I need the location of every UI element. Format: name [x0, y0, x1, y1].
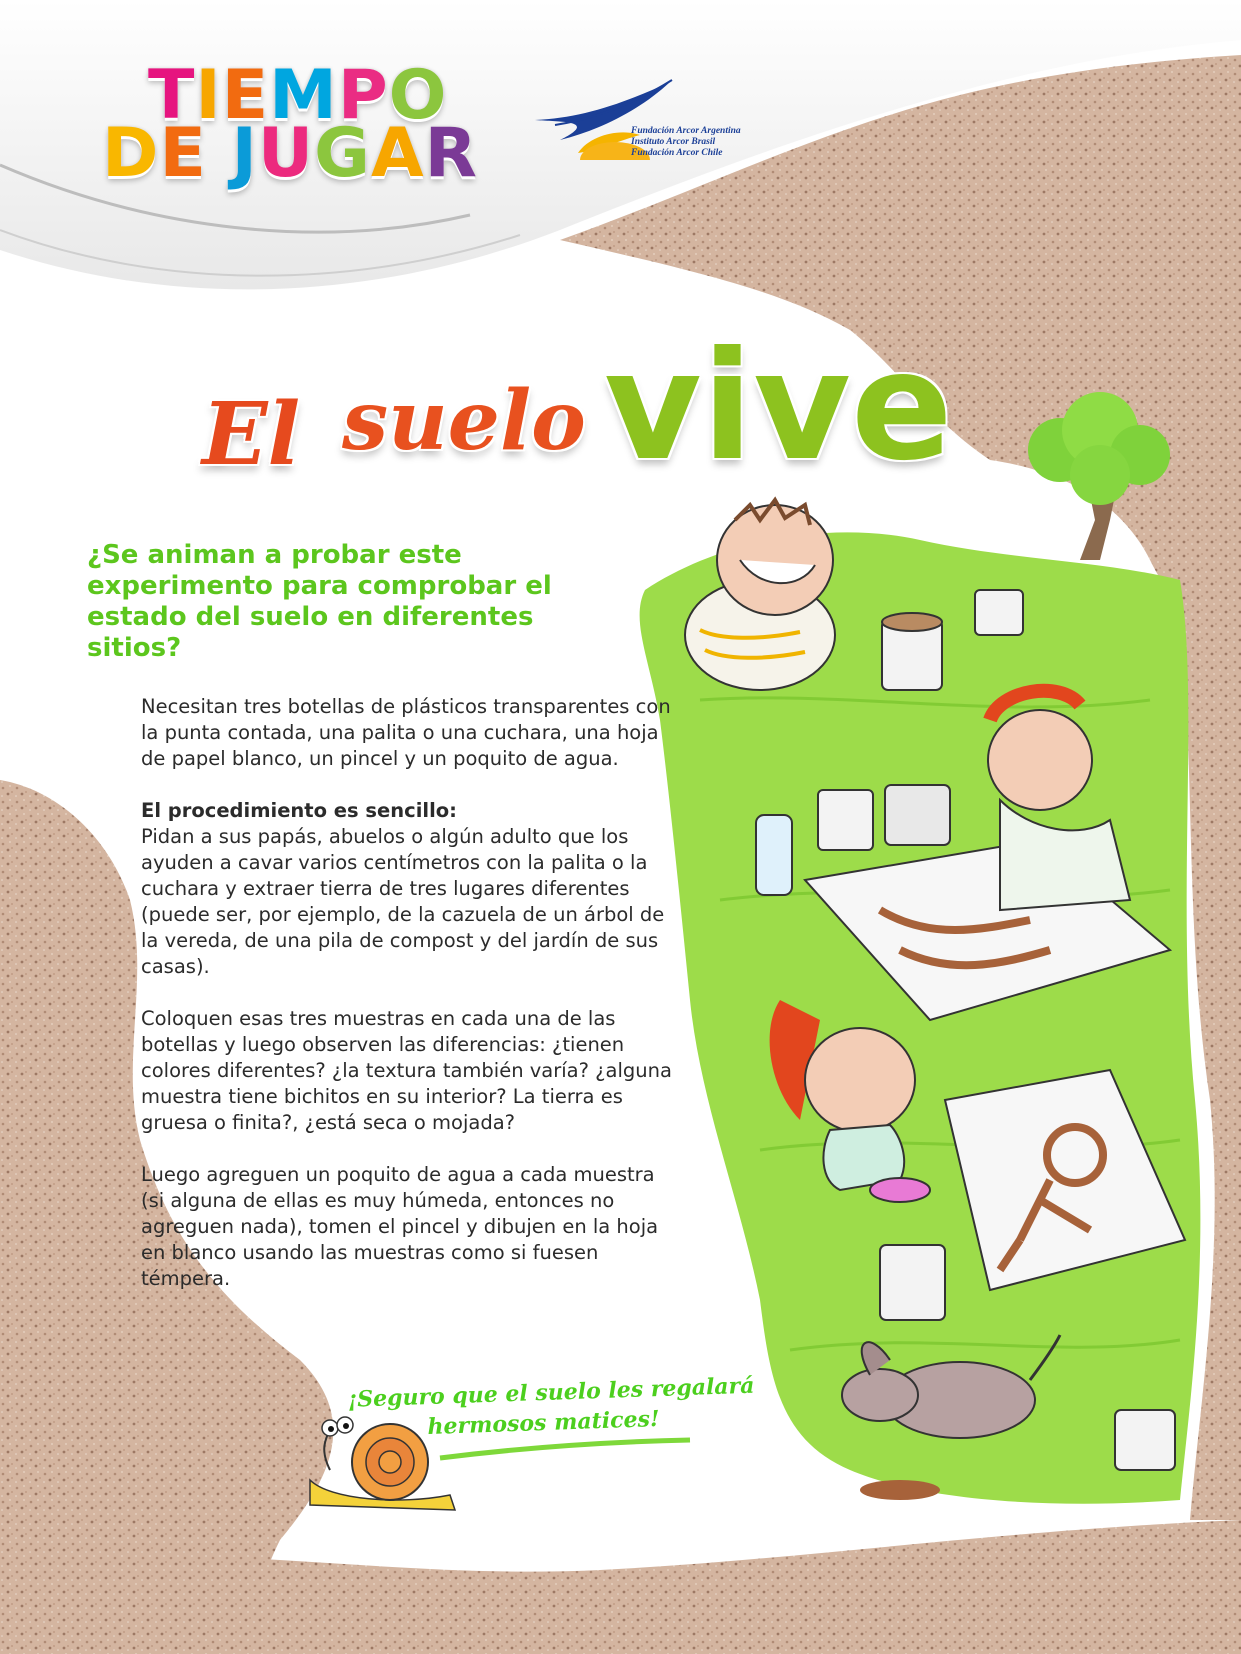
logo-de-jugar — [102, 114, 478, 193]
body-text — [141, 694, 681, 1318]
foundation-brasil: Instituto Arcor Brasil — [631, 137, 716, 147]
logo-de-jugar-letter: A — [370, 114, 425, 193]
closing-line-1: ¡Seguro que el suelo les regalará — [347, 1372, 755, 1413]
title-word-el: El — [202, 384, 301, 485]
foundation-chile: Fundación Arcor Chile — [631, 148, 723, 158]
closing-line-2: hermosos matices! — [427, 1405, 660, 1441]
logo-de-jugar-letter: E — [159, 114, 207, 193]
page-title — [192, 322, 952, 502]
title-word-suelo: suelo — [342, 373, 586, 469]
logo-de-jugar-letter: R — [424, 114, 478, 193]
foundation-argentina: Fundación Arcor Argentina — [631, 126, 741, 136]
logo-tiempo-letter: I — [195, 56, 222, 135]
logo-de-jugar-letter — [207, 120, 232, 188]
procedure-paragraph — [141, 798, 681, 980]
procedure-text: Pidan a sus papás, abuelos o algún adulto que los ayuden a cavar varios centímetros con la palita o la cuchara y extraer tierra de tres lugares diferentes (puede ser, por ejemplo, de la cazuela de un árbol de la vereda, de una pila de compost y del jardín de sus casas). — [141, 825, 665, 978]
foundation-names — [631, 126, 741, 159]
logo-de-jugar-letter: J — [231, 114, 258, 193]
title-word-vive: vive — [604, 320, 953, 494]
logo-tiempo-letter: T — [148, 56, 196, 135]
closing-underline — [440, 1440, 690, 1458]
logo-de-jugar-letter: G — [314, 114, 371, 193]
logo-tiempo-letter: O — [388, 56, 448, 135]
logo-tiempo-letter: M — [269, 56, 338, 135]
materials-paragraph: Necesitan tres botellas de plásticos transparentes con la punta contada, una palita o una cuchara, una hoja de papel blanco, un pincel y un poquito de agua. — [141, 695, 671, 770]
logo-tiempo-letter: P — [337, 56, 389, 135]
observe-paragraph: Coloquen esas tres muestras en cada una de las botellas y luego observen las diferencias: ¿tienen colores diferentes? ¿la textura también varía? ¿alguna muestra tiene bichitos en su interior? La tierra es gruesa o finita?, ¿está seca o mojada? — [141, 1007, 672, 1134]
intro-question: ¿Se animan a probar este experimento para comprobar el estado del suelo en diferentes sitios? — [87, 540, 552, 663]
logo-de-jugar-letter: D — [102, 114, 160, 193]
paint-paragraph: Luego agreguen un poquito de agua a cada muestra (si alguna de ellas es muy húmeda, entonces no agreguen nada), tomen el pincel y dibujen en la hoja en blanco usando las muestras como si fuesen témpera. — [141, 1163, 659, 1290]
logo-tiempo-letter: E — [221, 56, 270, 135]
logo-de-jugar-letter: U — [257, 114, 315, 193]
procedure-title: El procedimiento es sencillo: — [141, 799, 457, 822]
